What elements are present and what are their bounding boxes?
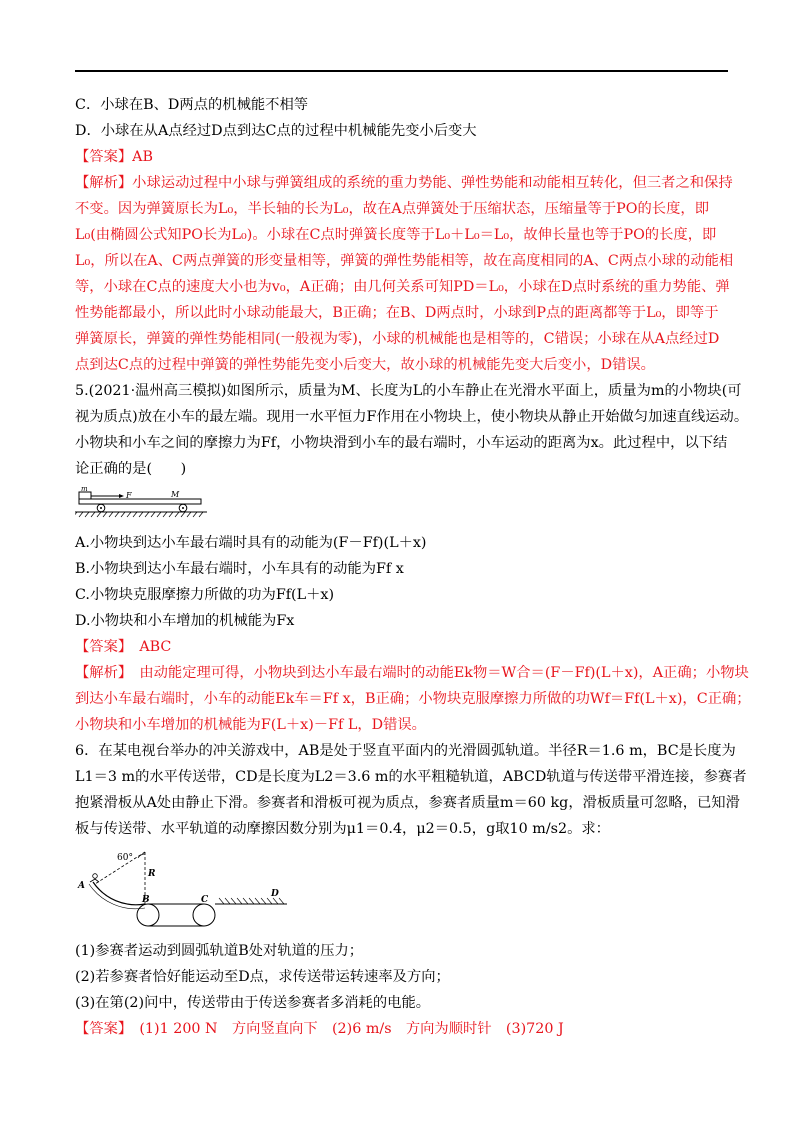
label-F: F	[126, 491, 132, 500]
analysis-line: 弹簧原长，弹簧的弹性势能相同(一般视为零)，小球的机械能也是相等的，C错误；小球在从A点经过D	[75, 331, 720, 347]
q6-track-figure	[75, 846, 295, 936]
label-m: m	[81, 486, 88, 493]
option-d-prev: D．小球在从A点经过D点到达C点的过程中机械能先变小后变大	[75, 123, 477, 139]
q5-option-d: D.小物块和小车增加的机械能为Fx	[75, 613, 295, 629]
q5-option-b: B.小物块到达小车最右端时，小车具有的动能为Ff x	[75, 561, 404, 577]
analysis-line: 不变。因为弹簧原长为L₀，半长轴的长为L₀，故在A点弹簧处于压缩状态，压缩量等于PO的长度，即	[75, 201, 709, 217]
header-rule	[75, 70, 728, 72]
option-c-prev: C．小球在B、D两点的机械能不相等	[75, 97, 309, 113]
q6-stem-line: L1＝3 m的水平传送带，CD是长度为L2＝3.6 m的水平粗糙轨道，ABCD轨道与传送带平滑连接，参赛者	[75, 769, 747, 785]
label-angle: 60°	[117, 853, 133, 863]
label-R: R	[148, 869, 156, 879]
q6-stem-line: 板与传送带、水平轨道的动摩擦因数分别为μ1＝0.4，μ2＝0.5，g取10 m/s2。求：	[75, 821, 610, 837]
label-A: A	[78, 881, 85, 891]
q5-cart-figure	[75, 486, 215, 528]
answer-prev: 【答案】AB	[75, 149, 154, 165]
document-body	[75, 92, 751, 1042]
q6-answer: 【答案】 (1)1 200 N 方向竖直向下 (2)6 m/s 方向为顺时针 (3)720 J	[75, 1021, 564, 1037]
q5-analysis-line: 小物块和小车增加的机械能为F(L＋x)－Ff L，D错误。	[75, 717, 426, 733]
analysis-prev	[75, 170, 734, 378]
label-D: D	[271, 889, 279, 899]
q5-stem-line: 论正确的是( )	[75, 461, 187, 477]
analysis-line: 【解析】小球运动过程中小球与弹簧组成的系统的重力势能、弹性势能和动能相互转化，但三者之和保持	[75, 175, 733, 191]
q6-subq-1: (1)参赛者运动到圆弧轨道B处对轨道的压力；	[75, 943, 364, 959]
question-5	[75, 378, 751, 738]
q6-stem-line: 6．在某电视台举办的冲关游戏中，AB是处于竖直平面内的光滑圆弧轨道。半径R＝1.6 m，BC是长度为	[75, 743, 736, 759]
question-6	[75, 738, 747, 1042]
analysis-line: L₀(由椭圆公式知PO长为L₀)。小球在C点时弹簧长度等于L₀＋L₀＝L₀，故伸长量也等于PO的长度，即	[75, 227, 717, 243]
label-C: C	[201, 895, 209, 905]
q6-stem-line: 抱紧滑板从A处由静止下滑。参赛者和滑板可视为质点，参赛者质量m＝60 kg，滑板质量可忽略，已知滑	[75, 795, 740, 811]
q6-subq-2: (2)若参赛者恰好能运动至D点，求传送带运转速率及方向；	[75, 969, 450, 985]
q5-stem-line: 小物块和小车之间的摩擦力为Ff，小物块滑到小车的最右端时，小车运动的距离为x。此过程中，以下结	[75, 435, 728, 451]
q5-stem-line: 5.(2021·温州高三模拟)如图所示，质量为M、长度为L的小车静止在光滑水平面上，质量为m的小物块(可	[75, 383, 742, 399]
label-M: M	[171, 490, 180, 499]
q5-option-a: A.小物块到达小车最右端时具有的动能为(F－Ff)(L＋x)	[75, 535, 427, 551]
label-B: B	[142, 895, 150, 905]
q6-subq-3: (3)在第(2)问中，传送带由于传送参赛者多消耗的电能。	[75, 995, 431, 1011]
q5-option-c: C.小物块克服摩擦力所做的功为Ff(L＋x)	[75, 587, 335, 603]
q5-analysis-line: 到达小车最右端时，小车的动能Ek车＝Ff x，B正确；小物块克服摩擦力所做的功Wf＝Ff(L＋x)，C正确；	[75, 691, 751, 707]
analysis-line: 等，小球在C点的速度大小也为v₀，A正确；由几何关系可知PD＝L₀，小球在D点时系统的重力势能、弹	[75, 279, 730, 295]
analysis-line: 点到达C点的过程中弹簧的弹性势能先变小后变大，故小球的机械能先变大后变小，D错误。	[75, 357, 655, 373]
analysis-line: 性势能都最小，所以此时小球动能最大，B正确；在B、D两点时，小球到P点的距离都等于L₀，即等于	[75, 305, 719, 321]
q5-analysis	[75, 660, 751, 738]
q5-stem-line: 视为质点)放在小车的最左端。现用一水平恒力F作用在小物块上，使小物块从静止开始做匀加速直线运动。	[75, 409, 749, 425]
q5-answer: 【答案】 ABC	[75, 639, 172, 655]
analysis-line: L₀，所以在A、C两点弹簧的形变量相等，弹簧的弹性势能相等，故在高度相同的A、C两点小球的动能相	[75, 253, 734, 269]
q5-analysis-line: 【解析】 由动能定理可得，小物块到达小车最右端时的动能Ek物＝W合＝(F－Ff)(L＋x)，A正确；小物块	[75, 665, 749, 681]
